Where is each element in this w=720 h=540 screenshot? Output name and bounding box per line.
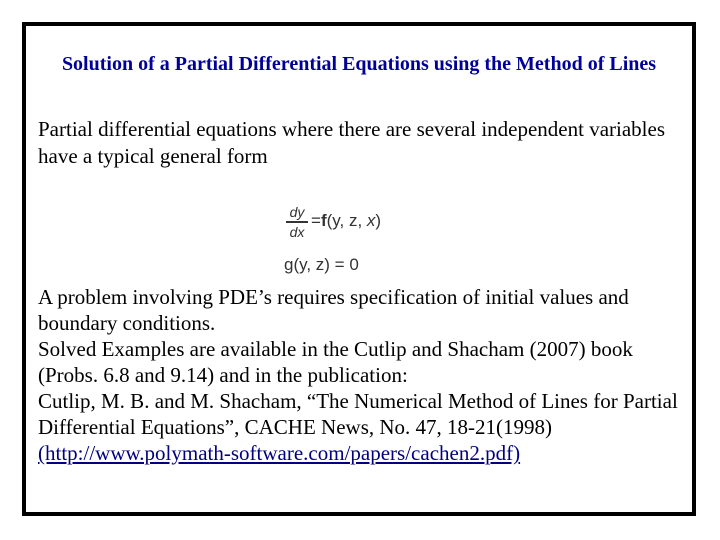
- paragraph-reference: [38, 388, 688, 466]
- slide-title: Solution of a Partial Differential Equations using the Method of Lines: [61, 53, 657, 75]
- paragraph-initial-values: A problem involving PDE’s requires specification of initial values and boundary conditions.: [38, 285, 629, 335]
- paragraph-solved-examples: Solved Examples are available in the Cutlip and Shacham (2007) book (Probs. 6.8 and 9.14) and in the publication:: [38, 337, 633, 387]
- slide-frame: [22, 22, 696, 516]
- variable-x: x: [366, 211, 376, 230]
- intro-text: Partial differential equations where there are several independent variables have a typical general form: [38, 117, 665, 168]
- constraint-equation: g(y, z) = 0: [284, 255, 359, 274]
- function-args-close: ): [375, 211, 382, 230]
- equation-rhs: [311, 211, 381, 231]
- fraction-bar: [286, 221, 308, 223]
- equals-sign: =: [311, 211, 321, 230]
- reference-citation: Cutlip, M. B. and M. Shacham, “The Numerical Method of Lines for Partial Differential Equations”, CACHE News, No. 47, 18-21(1998): [38, 389, 678, 439]
- equation-image: [284, 202, 396, 278]
- fraction-denominator: dx: [289, 223, 305, 240]
- body-text: [38, 284, 688, 466]
- reference-link[interactable]: (http://www.polymath-software.com/papers/cachen2.pdf): [38, 441, 521, 465]
- function-args: (y, z,: [326, 211, 367, 230]
- fraction-numerator: dy: [289, 204, 305, 220]
- derivative-fraction: [286, 204, 308, 240]
- function-f: f: [320, 211, 327, 230]
